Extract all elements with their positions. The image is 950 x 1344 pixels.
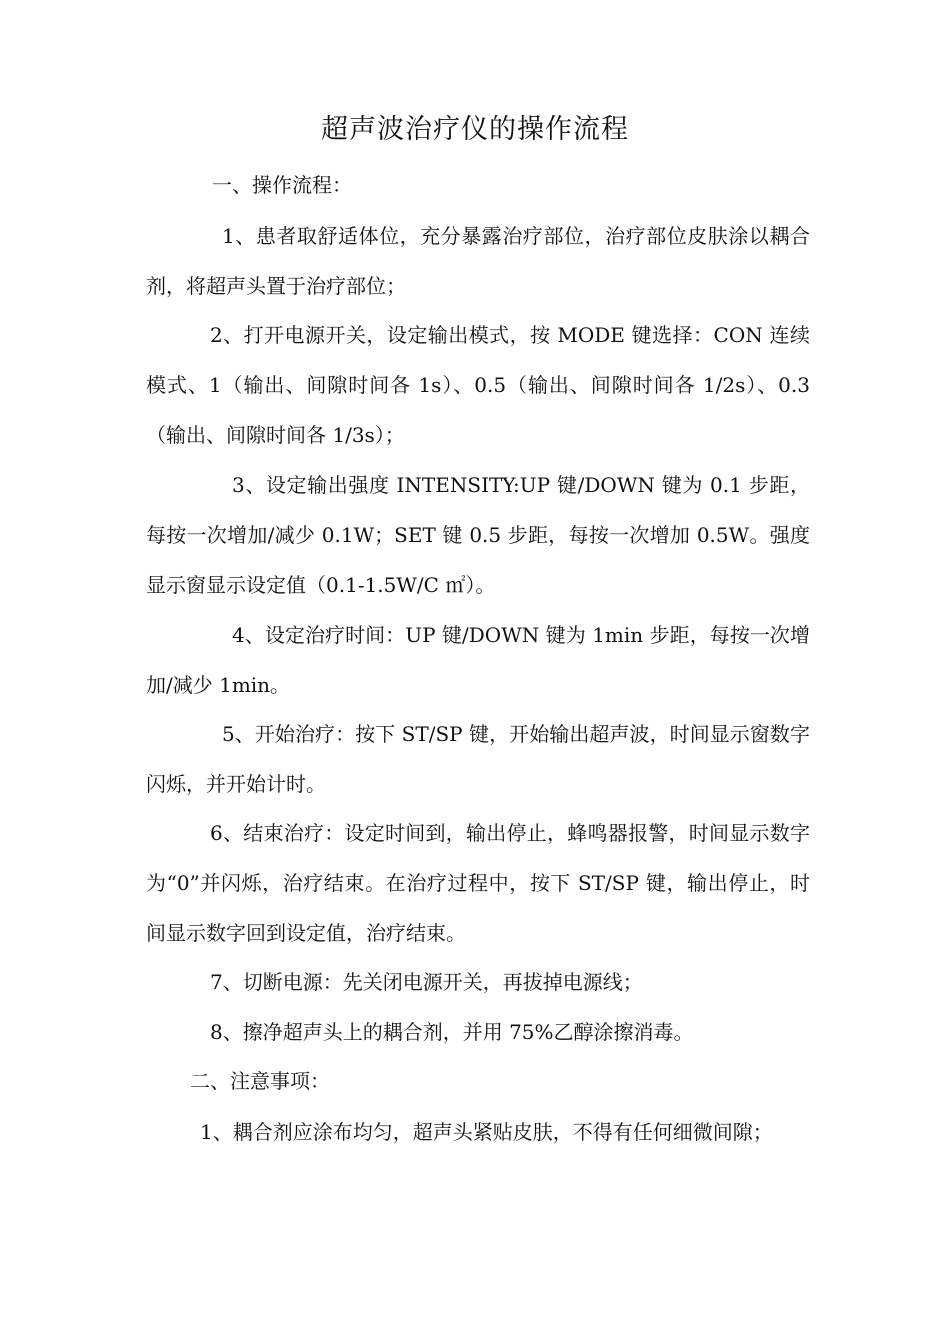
- procedure-step-8: 8、擦净超声头上的耦合剂，并用 75%乙醇涂擦消毒。: [210, 1020, 694, 1044]
- procedure-step-7: 7、切断电源：先关闭电源开关，再拔掉电源线；: [210, 970, 643, 994]
- procedure-step-4: 4、设定治疗时间：UP 键/DOWN 键为 1min 步距，每按一次增加/减少 1min。: [146, 623, 810, 697]
- procedure-step-3: 3、设定输出强度 INTENSITY:UP 键/DOWN 键为 0.1 步距，每按一次增加/减少 0.1W；SET 键 0.5 步距，每按一次增加 0.5W。强度显示窗显示设定值（0.1-1.5W/C ㎡）。: [146, 473, 810, 597]
- section-heading-procedure: 一、操作流程：: [212, 173, 352, 197]
- procedure-step-6: 6、结束治疗：设定时间到，输出停止，蜂鸣器报警，时间显示数字为“0”并闪烁，治疗结束。在治疗过程中，按下 ST/SP 键，输出停止，时间显示数字回到设定值，治疗结束。: [146, 821, 810, 945]
- document-title: 超声波治疗仪的操作流程: [321, 114, 629, 145]
- procedure-step-2: 2、打开电源开关，设定输出模式，按 MODE 键选择：CON 连续模式、1（输出、间隙时间各 1s）、0.5（输出、间隙时间各 1/2s）、0.3（输出、间隙时间各 1/3s）；: [146, 323, 810, 447]
- section-heading-precautions: 二、注意事项：: [190, 1069, 330, 1093]
- precaution-item-1: 1、耦合剂应涂布均匀，超声头紧贴皮肤，不得有任何细微间隙；: [200, 1120, 773, 1144]
- procedure-step-5: 5、开始治疗：按下 ST/SP 键，开始输出超声波，时间显示窗数字闪烁，并开始计时。: [146, 722, 810, 796]
- procedure-step-1: 1、患者取舒适体位，充分暴露治疗部位，治疗部位皮肤涂以耦合剂，将超声头置于治疗部位；: [146, 224, 810, 298]
